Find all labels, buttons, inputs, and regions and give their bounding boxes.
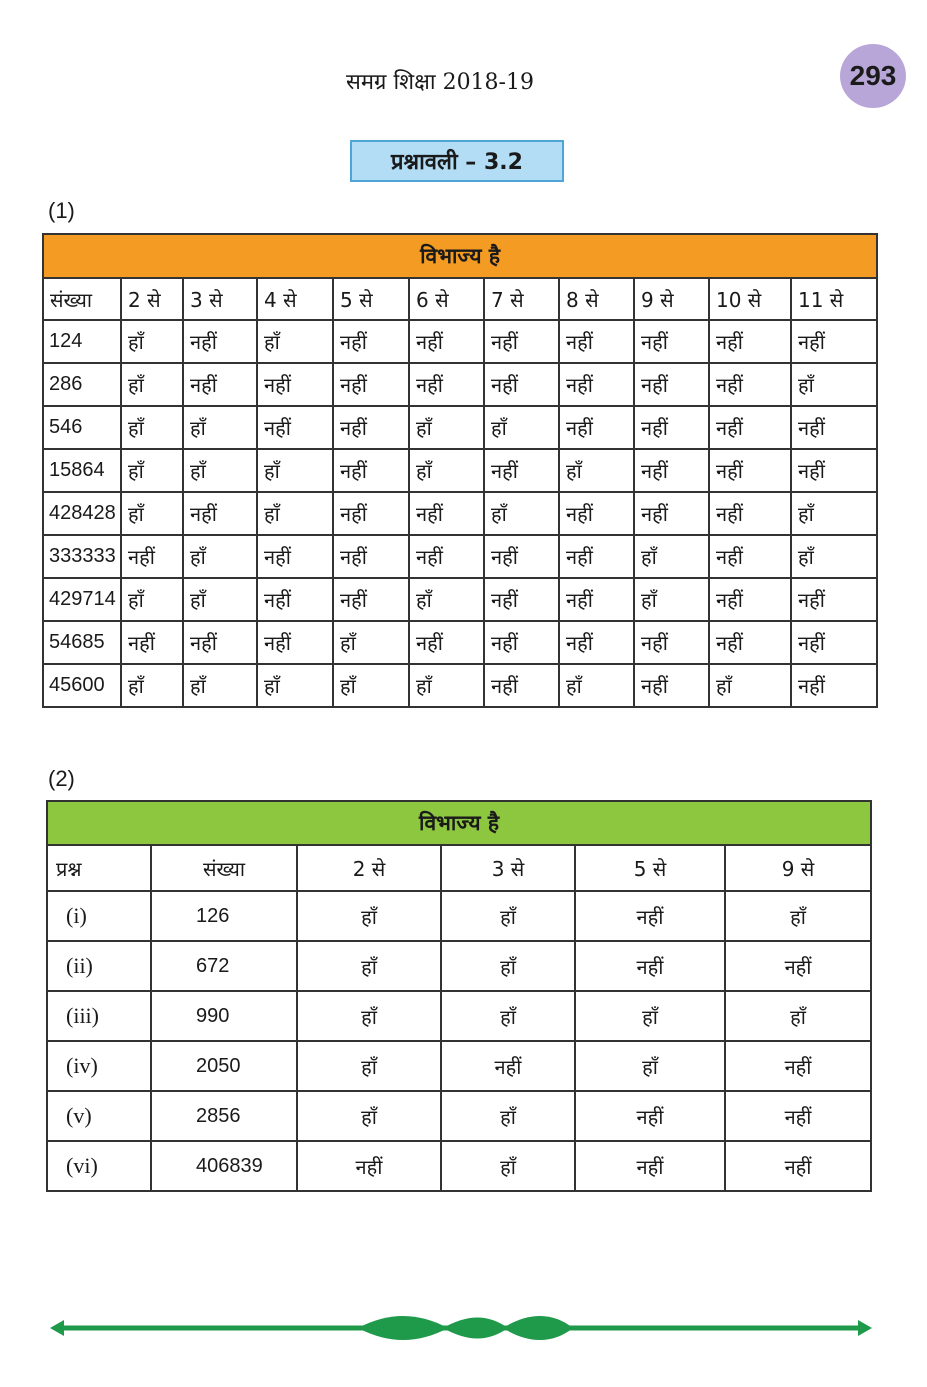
table-1-header-8: 9 से [634,278,709,320]
decorative-divider [48,1310,874,1346]
table-2-cell: 2856 [151,1091,297,1141]
table-2-cell: हाँ [441,991,575,1041]
table-2-cell: नहीं [297,1141,441,1191]
table-1-cell: नहीं [559,578,634,621]
table-2-header-4: 5 से [575,845,725,891]
table-1-cell: हाँ [183,535,257,578]
table-2-cell: हाँ [297,991,441,1041]
table-1-cell: नहीं [409,363,484,406]
table-1-cell: नहीं [183,492,257,535]
table-1-cell: 15864 [43,449,121,492]
table-1-row [43,492,877,535]
table-2-cell: 990 [151,991,297,1041]
table-1-cell: नहीं [409,535,484,578]
table-2-cell: हाँ [441,1141,575,1191]
table-1-cell: नहीं [559,535,634,578]
question-2-label: (2) [48,766,75,791]
table-1-header-4: 5 से [333,278,409,320]
table-1-cell: 428428 [43,492,121,535]
table-1-cell: हाँ [121,363,183,406]
table-1-cell: नहीं [409,492,484,535]
table-1-cell: नहीं [333,449,409,492]
table-1-cell: हाँ [333,621,409,664]
table-1-header-6: 7 से [484,278,559,320]
table-2-cell: नहीं [575,941,725,991]
table-1-cell: नहीं [709,363,791,406]
exercise-title: प्रश्नावली – 3.2 [350,140,564,182]
table-1-cell: नहीं [559,363,634,406]
table-1-header-0: संख्या [43,278,121,320]
table-2-row [47,991,871,1041]
table-1-cell: नहीं [484,449,559,492]
table-1-cell: नहीं [791,578,877,621]
table-2-header-2: 2 से [297,845,441,891]
table-2-cell: हाँ [725,891,871,941]
table-2-row [47,941,871,991]
table-1-cell: नहीं [333,578,409,621]
table-1-cell: नहीं [634,621,709,664]
table-1-cell: नहीं [257,621,333,664]
table-2-cell: हाँ [297,941,441,991]
table-2-cell: हाँ [297,1041,441,1091]
table-1-cell: हाँ [121,320,183,363]
table-2-cell: नहीं [725,1141,871,1191]
table-1-header-1: 2 से [121,278,183,320]
table-1-header-2: 3 से [183,278,257,320]
table-1-cell: नहीं [634,406,709,449]
table-1-cell: नहीं [709,320,791,363]
table-1-cell: नहीं [484,320,559,363]
table-1-cell: नहीं [634,492,709,535]
table-1-cell: नहीं [484,578,559,621]
table-2-row [47,1141,871,1191]
table-1-cell: हाँ [333,664,409,707]
table-1-cell: हाँ [559,449,634,492]
table-1-cell: हाँ [791,492,877,535]
table-1-cell: हाँ [559,664,634,707]
table-1-cell: हाँ [121,578,183,621]
table-2-cell: हाँ [575,1041,725,1091]
table-1-cell: हाँ [183,449,257,492]
table-2-cell: (vi) [47,1141,151,1191]
table-1-cell: हाँ [484,492,559,535]
table-1-cell: 286 [43,363,121,406]
table-1-cell: नहीं [791,621,877,664]
table-1-header-5: 6 से [409,278,484,320]
table-1-cell: हाँ [791,535,877,578]
table-1-cell: नहीं [709,406,791,449]
table-1-cell: हाँ [183,664,257,707]
table-1-cell: नहीं [121,535,183,578]
table-2-banner: विभाज्य है [47,801,871,845]
table-1-row [43,449,877,492]
table-1-header-9: 10 से [709,278,791,320]
table-2-cell: नहीं [725,941,871,991]
table-2-cell: नहीं [441,1041,575,1091]
table-1-cell: नहीं [333,320,409,363]
table-2-cell: (i) [47,891,151,941]
table-1-row [43,578,877,621]
table-1-cell: नहीं [409,320,484,363]
table-1-cell: नहीं [709,621,791,664]
table-1-cell: नहीं [634,449,709,492]
table-2-cell: हाँ [725,991,871,1041]
table-1-cell: 546 [43,406,121,449]
table-1-cell: हाँ [257,449,333,492]
table-1-cell: 333333 [43,535,121,578]
table-2-row [47,1091,871,1141]
table-1-cell: हाँ [409,664,484,707]
table-1-cell: 124 [43,320,121,363]
table-1-cell: हाँ [791,363,877,406]
table-2-cell: नहीं [575,1141,725,1191]
table-2-cell: हाँ [441,941,575,991]
table-2-cell: हाँ [297,891,441,941]
table-1-cell: नहीं [484,363,559,406]
table-2-header-1: संख्या [151,845,297,891]
table-2-cell: हाँ [297,1091,441,1141]
table-1-cell: नहीं [257,535,333,578]
table-1-cell: नहीं [257,363,333,406]
table-1-cell: नहीं [559,492,634,535]
table-1-cell: हाँ [409,578,484,621]
table-1-cell: नहीं [791,320,877,363]
table-1-cell: नहीं [559,406,634,449]
table-2-cell: नहीं [725,1091,871,1141]
table-1-cell: हाँ [634,578,709,621]
table-1-cell: नहीं [121,621,183,664]
table-1-cell: नहीं [333,406,409,449]
table-1-cell: नहीं [791,406,877,449]
table-1-cell: नहीं [333,492,409,535]
table-1-cell: नहीं [484,664,559,707]
table-1-cell: नहीं [709,449,791,492]
table-1-cell: हाँ [709,664,791,707]
table-1-cell: नहीं [183,621,257,664]
table-2-cell: नहीं [725,1041,871,1091]
table-1-cell: नहीं [709,578,791,621]
table-2-header-0: प्रश्न [47,845,151,891]
table-1-cell: नहीं [559,320,634,363]
table-1-cell: हाँ [183,578,257,621]
table-2-cell: हाँ [441,891,575,941]
table-1-cell: हाँ [634,535,709,578]
divisibility-table-1 [42,233,878,708]
table-1-cell: नहीं [333,535,409,578]
table-1-cell: हाँ [121,664,183,707]
table-1-cell: हाँ [183,406,257,449]
table-1-cell: नहीं [484,535,559,578]
table-1-cell: नहीं [709,492,791,535]
table-1-header-10: 11 से [791,278,877,320]
table-2-header-3: 3 से [441,845,575,891]
table-1-cell: नहीं [634,363,709,406]
table-1-row [43,621,877,664]
table-1-cell: हाँ [409,406,484,449]
table-1-cell: नहीं [257,578,333,621]
table-2-cell: नहीं [575,891,725,941]
table-1-cell: नहीं [257,406,333,449]
table-1-cell: नहीं [709,535,791,578]
page-header-title: समग्र शिक्षा 2018-19 [346,70,534,95]
table-1-cell: नहीं [559,621,634,664]
table-2-header-5: 9 से [725,845,871,891]
table-1-cell: हाँ [409,449,484,492]
question-1-label: (1) [48,198,75,223]
table-2-row [47,891,871,941]
table-1-cell: नहीं [791,449,877,492]
table-2-cell: (v) [47,1091,151,1141]
table-1-cell: हाँ [121,492,183,535]
table-2-cell: नहीं [575,1091,725,1141]
table-2-cell: 2050 [151,1041,297,1091]
table-1-cell: 54685 [43,621,121,664]
table-1-cell: नहीं [183,320,257,363]
table-1-cell: नहीं [634,664,709,707]
table-2-cell: (ii) [47,941,151,991]
table-1-row [43,406,877,449]
table-1-header-7: 8 से [559,278,634,320]
table-1-row [43,535,877,578]
table-1-cell: हाँ [257,492,333,535]
table-1-cell: हाँ [121,406,183,449]
table-1-cell: 429714 [43,578,121,621]
table-1-header-3: 4 से [257,278,333,320]
table-1-banner: विभाज्य है [43,234,877,278]
table-1-cell: हाँ [121,449,183,492]
table-2-cell: (iii) [47,991,151,1041]
table-2-cell: 406839 [151,1141,297,1191]
table-1-cell: नहीं [791,664,877,707]
table-1-cell: नहीं [333,363,409,406]
table-1-cell: हाँ [484,406,559,449]
table-1-cell: नहीं [634,320,709,363]
table-1-row [43,320,877,363]
table-1-row [43,664,877,707]
table-2-cell: हाँ [575,991,725,1041]
table-1-cell: नहीं [183,363,257,406]
divisibility-table-2 [46,800,872,1192]
table-2-cell: (iv) [47,1041,151,1091]
table-2-cell: हाँ [441,1091,575,1141]
table-1-row [43,363,877,406]
table-1-cell: हाँ [257,320,333,363]
table-1-cell: 45600 [43,664,121,707]
table-2-cell: 672 [151,941,297,991]
table-1-cell: हाँ [257,664,333,707]
table-2-row [47,1041,871,1091]
page-number-badge: 293 [840,44,906,108]
table-2-cell: 126 [151,891,297,941]
table-1-cell: नहीं [409,621,484,664]
table-1-cell: नहीं [484,621,559,664]
